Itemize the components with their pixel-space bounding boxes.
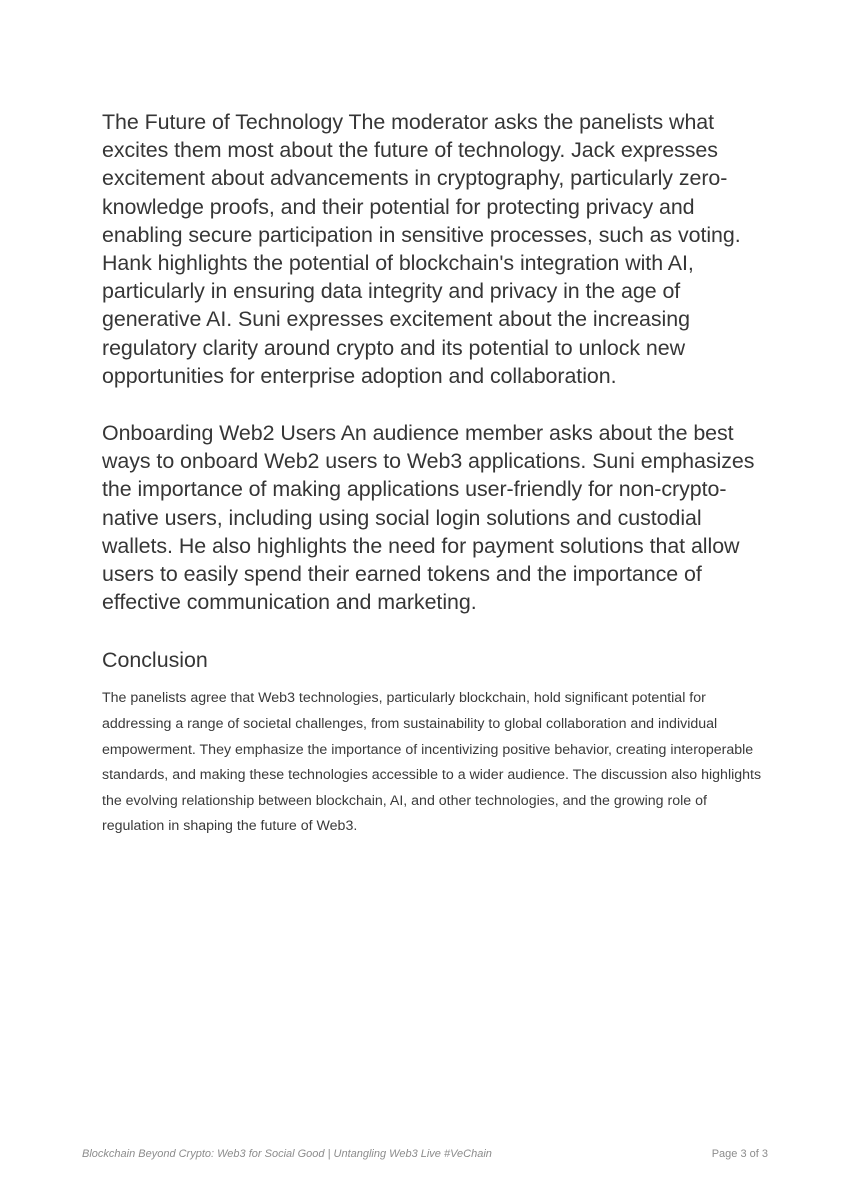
conclusion-heading: Conclusion xyxy=(102,648,208,673)
conclusion-paragraph: The panelists agree that Web3 technologies, particularly blockchain, hold significant potential for addressing a range of societal challenges, from sustainability to global collaboration and individual empowerment. They emphasize the importance of incentivizing positive behavior, creating interoperable standards, and making these technologies accessible to a wider audience. The discussion also highlights the evolving relationship between blockchain, AI, and other technologies, and the growing role of regulation in shaping the future of Web3. xyxy=(102,690,762,835)
footer-document-title: Blockchain Beyond Crypto: Web3 for Social Good | Untangling Web3 Live #VeChain xyxy=(82,1148,492,1160)
onboarding-web2-users-paragraph: Onboarding Web2 Users An audience member asks about the best ways to onboard Web2 users to Web3 applications. Suni emphasizes the importance of making applications user-friendly for non-crypto-native users, including using social login solutions and custodial wallets. He also highlights the need for payment solutions that allow users to easily spend their earned tokens and the importance of effective communication and marketing. xyxy=(102,421,755,615)
footer-page-number: Page 3 of 3 xyxy=(711,1148,768,1160)
page-content xyxy=(102,108,762,840)
future-of-technology-paragraph: The Future of Technology The moderator asks the panelists what excites them most about the future of technology. Jack expresses excitement about advancements in cryptography, particularly zero-knowledge proofs, and their potential for protecting privacy and enabling secure participation in sensitive processes, such as voting. Hank highlights the potential of blockchain's integration with AI, particularly in ensuring data integrity and privacy in the age of generative AI. Suni expresses excitement about the increasing regulatory clarity around crypto and its potential to unlock new opportunities for enterprise adoption and collaboration. xyxy=(102,110,741,388)
